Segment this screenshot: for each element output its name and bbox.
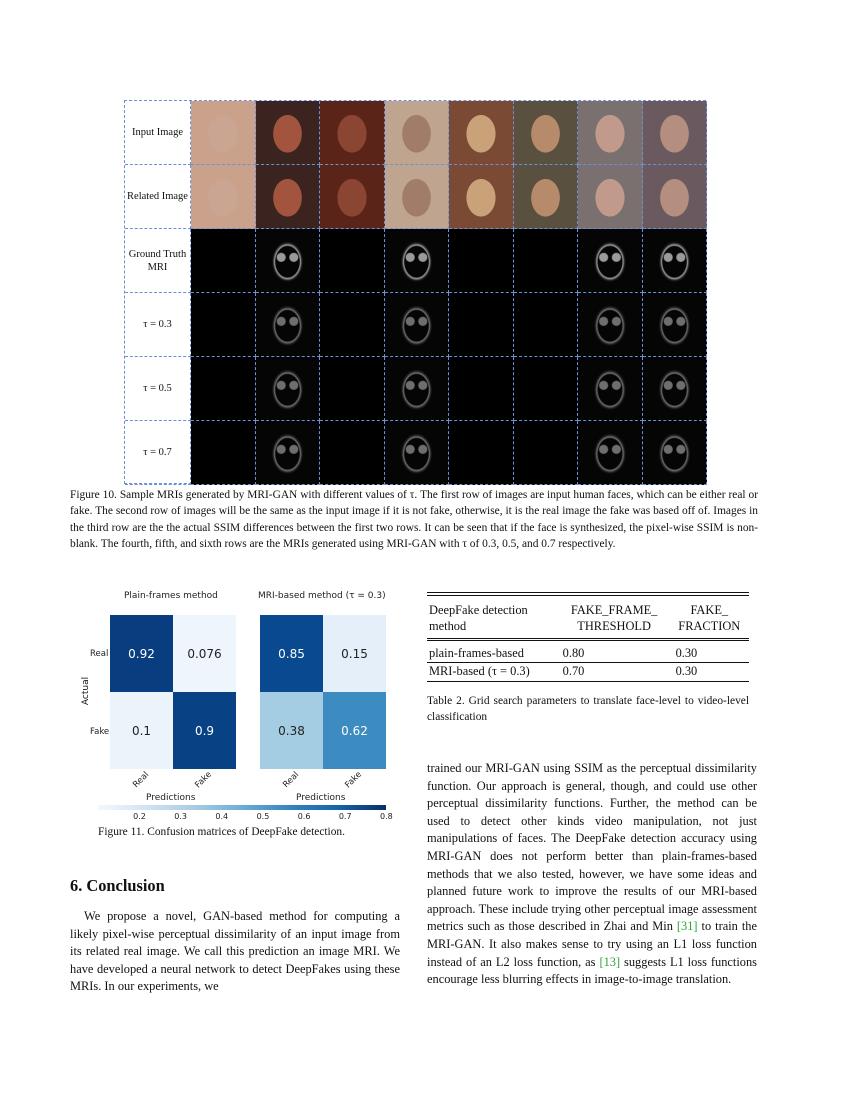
table-row [427, 640, 749, 663]
table-cell: plain-frames-based [429, 646, 524, 660]
colorbar-tick: 0.8 [380, 812, 393, 821]
table-cell: MRI-based (τ = 0.3) [429, 664, 530, 678]
mri-image [514, 421, 579, 485]
ssim-image [385, 229, 450, 293]
mri-image [256, 293, 321, 357]
ssim-image [320, 229, 385, 293]
matrix-cell: 0.1 [110, 692, 173, 769]
right-col-label-real: Real [281, 769, 302, 791]
row-label: τ = 0.3 [125, 293, 191, 357]
header-fraction [670, 602, 749, 640]
mri-image [449, 293, 514, 357]
mri-image [449, 357, 514, 421]
mri-image [449, 421, 514, 485]
header-threshold-line2: THRESHOLD [577, 619, 651, 633]
mri-image [320, 421, 385, 485]
section-heading: 6. Conclusion [70, 876, 165, 895]
table-cell: 0.30 [675, 664, 698, 678]
mri-image [385, 293, 450, 357]
colorbar-tick: 0.4 [215, 812, 229, 821]
header-method [427, 602, 559, 640]
face-image [191, 101, 256, 165]
table-cell: 0.80 [562, 646, 585, 660]
header-threshold-line1: FAKE_FRAME_ [570, 603, 658, 617]
face-image [320, 165, 385, 229]
ssim-image [256, 229, 321, 293]
conclusion-paragraph-1: We propose a novel, GAN-based method for computing a likely pixel-wise perceptual dissimilarity of an input image from its related real image. We call this prediction an image MRI. We have developed a neural network to detect DeepFakes using these MRIs. In our experiments, we [70, 909, 400, 994]
conclusion-paragraph-2 [427, 760, 757, 989]
face-image [449, 101, 514, 165]
mri-image [643, 357, 708, 421]
table-2 [427, 592, 749, 726]
matrix-cell: 0.85 [260, 615, 323, 692]
left-col-label-real: Real [131, 769, 152, 791]
header-method-line2: method [429, 619, 467, 633]
face-image [514, 101, 579, 165]
row-label: τ = 0.5 [125, 357, 191, 421]
right-x-axis-label: Predictions [296, 793, 346, 803]
colorbar-tick: 0.2 [133, 812, 146, 821]
left-matrix-title: Plain-frames method [124, 591, 218, 601]
mri-image [256, 421, 321, 485]
figure-11 [72, 585, 412, 825]
mri-image [578, 421, 643, 485]
matrix-cell: 0.15 [323, 615, 386, 692]
colorbar-tick: 0.7 [338, 812, 352, 821]
figure-11-caption: Figure 11. Confusion matrices of DeepFake detection. [98, 826, 345, 838]
mri-image [320, 293, 385, 357]
header-method-line1: DeepFake detection [429, 603, 528, 617]
row-label-fake: Fake [90, 727, 110, 737]
left-confusion-matrix [110, 615, 236, 769]
mri-image [385, 357, 450, 421]
face-image [256, 165, 321, 229]
table-header-row [427, 602, 749, 640]
table-cell: 0.30 [675, 646, 698, 660]
face-image [643, 101, 708, 165]
ssim-image [578, 229, 643, 293]
face-image [256, 101, 321, 165]
face-image [320, 101, 385, 165]
matrix-cell: 0.38 [260, 692, 323, 769]
mri-image [514, 293, 579, 357]
right-matrix-title: MRI-based method (τ = 0.3) [258, 591, 386, 601]
table-cell: 0.70 [562, 664, 585, 678]
colorbar-ticks [98, 809, 393, 823]
table-row [427, 663, 749, 682]
header-threshold [559, 602, 670, 640]
right-col-label-fake: Fake [343, 769, 364, 791]
ssim-image [191, 229, 256, 293]
ssim-image [514, 229, 579, 293]
row-label: Related Image [125, 165, 191, 229]
left-col-label-fake: Fake [193, 769, 214, 791]
face-image [449, 165, 514, 229]
row-label: Input Image [125, 101, 191, 165]
mri-image [191, 421, 256, 485]
mri-image [643, 421, 708, 485]
mri-image [578, 293, 643, 357]
face-image [385, 165, 450, 229]
row-label: τ = 0.7 [125, 421, 191, 485]
matrix-cell: 0.92 [110, 615, 173, 692]
ssim-image [449, 229, 514, 293]
mri-image [578, 357, 643, 421]
right-confusion-matrix [260, 615, 386, 769]
figure-10-caption: Figure 10. Sample MRIs generated by MRI-GAN with different values of τ. The first row of images are input human faces, which can be either real or fake. The second row of images will be the same as the input image if it is not fake, otherwise, it is the real image the fake was based off of. Images in the third row are the the actual SSIM differences between the first two rows. It can be seen that if the face is synthesized, the pixel-wise SSIM is non-blank. The fourth, fifth, and sixth rows are the MRIs generated using MRI-GAN with τ of 0.3, 0.5, and 0.7 respectively. [70, 489, 758, 551]
colorbar-tick: 0.3 [174, 812, 188, 821]
mri-image [514, 357, 579, 421]
header-fraction-line1: FAKE_ [690, 603, 729, 617]
row-label-real: Real [90, 649, 109, 659]
paragraph-text: trained our MRI-GAN using SSIM as the perceptual dissimilarity function. Our approach is general, though, and could use other perceptual dissimilarity functions. Further, the method can be used to detect other kinds video manipulation, not just manipulations of faces. The DeepFake detection accuracy using MRI-GAN does not perform better than plain-frames-based methods that we also tested, however, we have some ideas and planned future work to improve the results of our MRI-based approach. These include trying other perceptual image assessment metrics such as those described in Zhai and Min [427, 761, 757, 934]
face-image [385, 101, 450, 165]
mri-image [385, 421, 450, 485]
left-x-axis-label: Predictions [146, 793, 196, 803]
mri-image [256, 357, 321, 421]
colorbar-tick: 0.5 [256, 812, 270, 821]
table-2-grid [427, 602, 749, 682]
citation-link-13[interactable]: [13] [599, 954, 621, 969]
table-2-caption: Table 2. Grid search parameters to translate face-level to video-level classification [427, 695, 749, 724]
matrix-cell: 0.9 [173, 692, 236, 769]
mri-image [320, 357, 385, 421]
citation-link-31[interactable]: [31] [676, 919, 698, 934]
figure-10-grid [124, 100, 706, 484]
face-image [643, 165, 708, 229]
mri-image [643, 293, 708, 357]
mri-image [191, 293, 256, 357]
mri-image [191, 357, 256, 421]
matrix-cell: 0.62 [323, 692, 386, 769]
face-image [578, 101, 643, 165]
paragraph-text: to train the MRI-GAN. It also makes sense to try using an L1 loss function instead of an L2 loss function, as [427, 919, 758, 969]
header-fraction-line2: FRACTION [678, 619, 741, 633]
paragraph-text: suggests L1 loss functions encourage less blurring effects in image-to-image translation. [427, 954, 757, 987]
row-label: Ground Truth MRI [125, 229, 191, 293]
ssim-image [643, 229, 708, 293]
actual-axis-label: Actual [81, 676, 91, 706]
matrix-cell: 0.076 [173, 615, 236, 692]
colorbar-tick: 0.6 [297, 812, 311, 821]
face-image [578, 165, 643, 229]
face-image [514, 165, 579, 229]
face-image [191, 165, 256, 229]
